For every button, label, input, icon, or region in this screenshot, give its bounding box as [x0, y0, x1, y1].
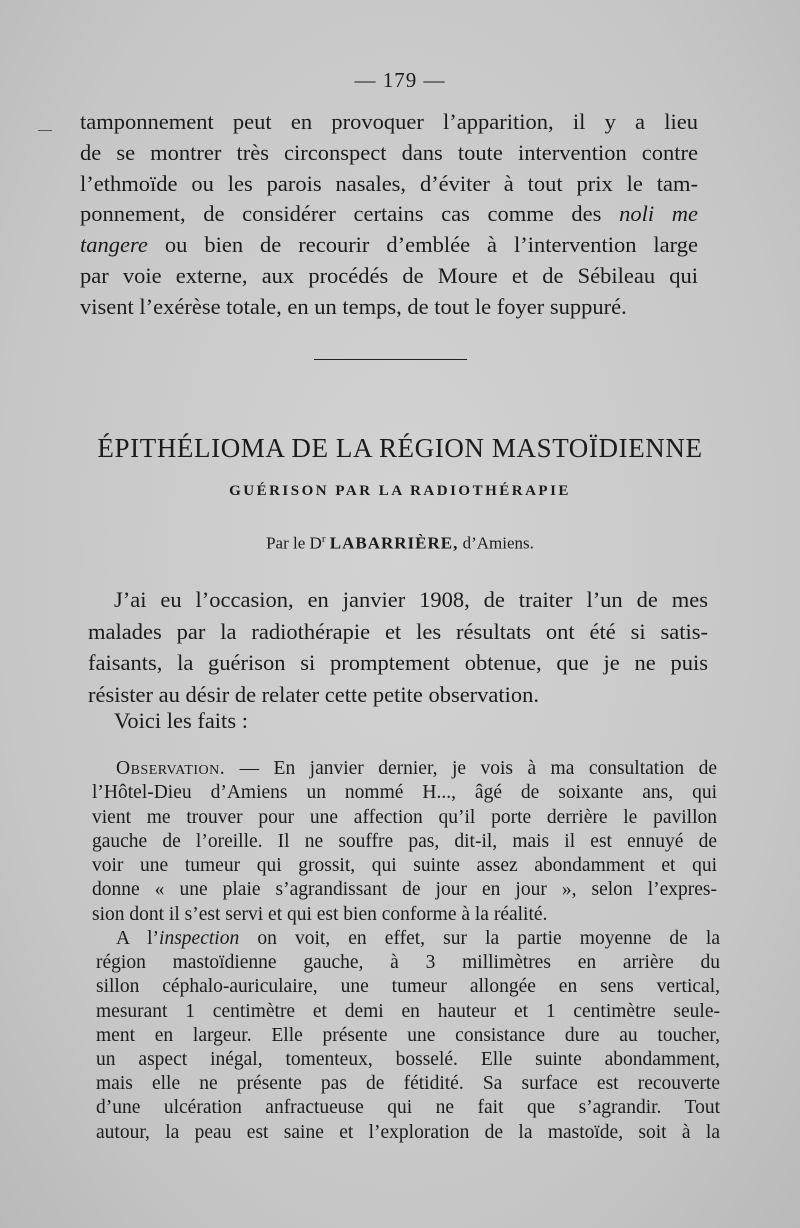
section-divider — [314, 359, 467, 360]
italic-phrase: inspection — [159, 928, 240, 949]
article-title: ÉPITHÉLIOMA DE LA RÉGION MASTOÏDIENNE — [97, 433, 703, 463]
text-line: ponnement, de considérer certains cas comme des noli me — [80, 201, 698, 227]
text-line: région mastoïdienne gauche, à 3 millimètres en arrière du — [96, 952, 720, 974]
text-line: Observation. — En janvier dernier, je vois à ma consultation de — [116, 758, 717, 779]
text-line: voir une tumeur qui grossit, qui suinte assez abondamment et qui — [92, 855, 717, 877]
text-line: l’Hôtel-Dieu d’Amiens un nommé H..., âgé de soixante ans, qui — [92, 782, 717, 804]
observation-paragraph — [92, 757, 717, 927]
text-line: malades par la radiothérapie et les résultats ont été si satis- — [88, 618, 708, 644]
text-line: tamponnement peut en provoquer l’apparition, il y a lieu — [80, 109, 698, 134]
text-line: J’ai eu l’occasion, en janvier 1908, de traiter l’un de mes — [114, 587, 708, 612]
italic-phrase: noli me — [619, 201, 698, 227]
observation-label: Observation. — [116, 758, 226, 779]
text-line: de se montrer très circonspect dans toute intervention contre — [80, 139, 698, 165]
intro-paragraph — [88, 584, 708, 710]
text-line: autour, la peau est saine et l’exploration de la mastoïde, soit à la — [96, 1121, 720, 1143]
author-name: LABARRIÈRE, — [329, 533, 459, 553]
italic-phrase: tangere — [80, 232, 148, 258]
text-line: un aspect inégal, tomenteux, bosselé. Elle suinte abondamment, — [96, 1049, 720, 1071]
text-line: faisants, la guérison si promptement obtenue, que je ne puis — [88, 650, 708, 675]
facts-intro: Voici les faits : — [114, 708, 248, 733]
text-line: A l’inspection on voit, en effet, sur la partie moyenne de la — [116, 928, 720, 949]
text-line: résister au désir de relater cette petite observation. — [88, 681, 540, 707]
text-line: ment en largeur. Elle présente une consistance dure au toucher, — [96, 1024, 720, 1046]
continuation-paragraph — [80, 107, 698, 323]
byline: Par le $D^r$ LABARRIÈRE, d’Amiens. — [266, 533, 534, 553]
text-line: donne « une plaie s’agrandissant de jour en jour », selon l’expres- — [92, 879, 717, 901]
text-line: sillon céphalo-auriculaire, une tumeur allongée en sens vertical, — [96, 976, 720, 998]
text-line: mais elle ne présente pas de fétidité. Sa surface est recouverte — [96, 1073, 720, 1095]
page-number: — 179 — — [354, 68, 446, 92]
text-line: l’ethmoïde ou les parois nasales, d’éviter à tout prix le tam- — [80, 170, 698, 196]
text-line: mesurant 1 centimètre et demi en hauteur et 1 centimètre seule- — [96, 1000, 720, 1022]
text-line: vient me trouver pour une affection qu’il porte derrière le pavillon — [92, 806, 717, 828]
text-line: par voie externe, aux procédés de Moure et de Sébileau qui — [80, 262, 698, 288]
text-line: gauche de l’oreille. Il ne souffre pas, dit-il, mais il est ennuyé de — [92, 830, 717, 852]
text-line: d’une ulcération anfractueuse qui ne fait que s’agrandir. Tout — [96, 1097, 720, 1119]
article-subtitle: GUÉRISON PAR LA RADIOTHÉRAPIE — [229, 483, 571, 499]
inspection-paragraph — [96, 927, 720, 1145]
text-line: tangere ou bien de recourir d’emblée à l’intervention large — [80, 232, 698, 258]
text-line: sion dont il s’est servi et qui est bien conforme à la réalité. — [92, 903, 548, 925]
margin-mark — [38, 130, 52, 131]
text-line: visent l’exérèse totale, en un temps, de tout le foyer suppuré. — [80, 293, 627, 319]
